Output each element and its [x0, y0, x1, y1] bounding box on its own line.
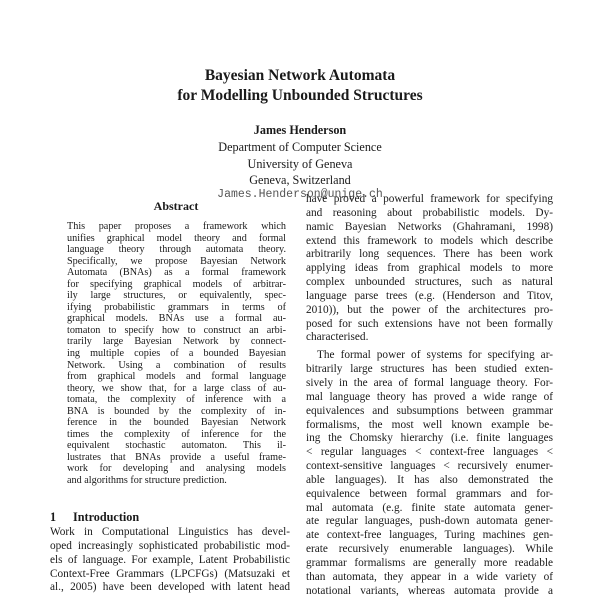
abstract-body: [67, 221, 286, 487]
text-line: characterised.: [306, 331, 369, 344]
text-line: and algorithms for structure prediction.: [67, 475, 227, 487]
text-line: This paper proposes a framework which: [67, 221, 286, 232]
title-line: Bayesian Network Automata: [204, 67, 396, 84]
text-line: theory, we show that, for a large class of au-: [67, 382, 286, 394]
text-line: applying ideas from graphical models to more: [306, 262, 553, 275]
text-line: BNA is bounded by the complexity of in-: [67, 405, 286, 417]
text-line: oped increasingly sophisticated probabilistic mod-: [50, 539, 290, 552]
text-line: Context-Free Grammars (LPCFGs) (Matsuzaki et: [50, 567, 290, 580]
text-line: ference in the bounded Bayesian Network: [67, 417, 286, 429]
text-line: tomata, the complexity of inference with a: [67, 394, 286, 406]
author-name: James Henderson: [253, 123, 347, 137]
text-line: namic Bayesian Networks (Ghahramani, 1998): [306, 220, 553, 233]
text-line: language theory through automata theory.: [67, 244, 286, 256]
text-line: Work in Computational Linguistics has devel-: [50, 526, 290, 538]
text-line: ing the Chomsky hierarchy (i.e. finite languages: [306, 432, 553, 445]
text-line: ate regular languages, push-down automata gener-: [306, 515, 553, 528]
text-line: al., 2005) have been developed with latent head: [50, 581, 290, 594]
text-line: extend this framework to models which describe: [306, 234, 553, 247]
text-line: from graphical models and formal language: [67, 371, 286, 383]
text-line: posed for such extensions have not been formally: [306, 317, 553, 330]
text-line: The formal power of systems for specifying ar-: [317, 349, 553, 362]
text-line: mal language theory has proved a wide range of: [306, 390, 553, 403]
text-line: notational variants, whereas automata provide a: [306, 584, 553, 597]
text-line: equivalent stochastic automaton. This il-: [67, 440, 286, 452]
title-line: for Modelling Unbounded Structures: [177, 87, 423, 104]
text-line: trarily large Bayesian Network by connect-: [67, 336, 286, 348]
text-line: Specifically, we propose Bayesian Network: [67, 255, 286, 267]
author-email: James.Henderson@unige.ch: [217, 188, 383, 201]
text-line: equivalence between formal grammars and for-: [306, 487, 553, 500]
text-line: Automata (BNAs) as a formal framework: [67, 267, 286, 279]
abstract-heading: Abstract: [153, 199, 199, 213]
text-line: able languages). It has also demonstrated the: [306, 473, 553, 486]
text-line: < regular languages < context-free languages <: [306, 446, 553, 459]
section-title: Introduction: [73, 510, 140, 524]
text-line: grammar formalisms are generally more readable: [306, 556, 553, 569]
text-line: bitrarily large structures has been studied exten-: [306, 363, 553, 376]
text-line: sively in the area of formal language theory. For-: [306, 376, 553, 389]
text-line: ily large structures, or equivalently, spec-: [67, 290, 286, 302]
text-line: arbitrarily long sequences. There has been work: [306, 248, 553, 261]
text-line: unifies graphical model theory and formal: [67, 232, 286, 244]
text-line: times the complexity of inference for the: [67, 428, 286, 440]
text-line: tomaton to specify how to construct an arbi-: [67, 324, 286, 336]
text-line: for specifying graphical models of arbitrar-: [67, 278, 286, 290]
text-line: mal automata (e.g. finite state automata gener-: [306, 501, 553, 514]
text-line: than automata, they appear in a wide variety of: [306, 570, 553, 583]
paper-title: [0, 66, 600, 106]
text-line: erate recursively enumerable languages). While: [306, 543, 553, 556]
text-line: language parse trees (e.g. (Henderson and Titov,: [306, 289, 553, 302]
text-line: ing multiple copies of a bounded Bayesian: [67, 348, 286, 360]
paragraph: [306, 349, 553, 598]
affiliation-line: Department of Computer Science: [218, 140, 382, 154]
text-line: equivalences and subsumptions between grammar: [306, 404, 553, 417]
text-line: els of language. For example, Latent Probabilistic: [50, 553, 290, 566]
text-line: graphical models. BNAs use a formal au-: [67, 313, 286, 325]
text-line: ate context-free languages, Turing machines gen-: [306, 529, 553, 542]
affiliation-line: Geneva, Switzerland: [249, 173, 351, 187]
text-line: complex unbounded structures, such as natural: [306, 276, 553, 289]
text-line: formalisms, the most well known example be-: [306, 418, 553, 431]
text-line: lustrates that BNAs provide a useful frame-: [67, 451, 286, 463]
affiliation: [0, 139, 600, 189]
section-number: 1: [50, 510, 57, 524]
text-line: ifying probabilistic grammars in terms of: [67, 301, 286, 313]
text-line: have proved a powerful framework for specifying: [306, 193, 553, 205]
section-heading: [50, 510, 139, 525]
introduction-paragraph: [50, 526, 290, 595]
right-column: [306, 193, 553, 598]
text-line: work for developing and analysing models: [67, 463, 286, 475]
affiliation-line: University of Geneva: [247, 156, 353, 171]
paragraph: [306, 193, 553, 345]
text-line: context-sensitive languages < recursively enumer-: [306, 460, 553, 473]
text-line: Network. Using a combination of results: [67, 359, 286, 371]
text-line: 2010)), but the power of the architectures pro-: [306, 303, 553, 316]
text-line: and reasoning about probabilistic models. Dy-: [306, 206, 553, 219]
